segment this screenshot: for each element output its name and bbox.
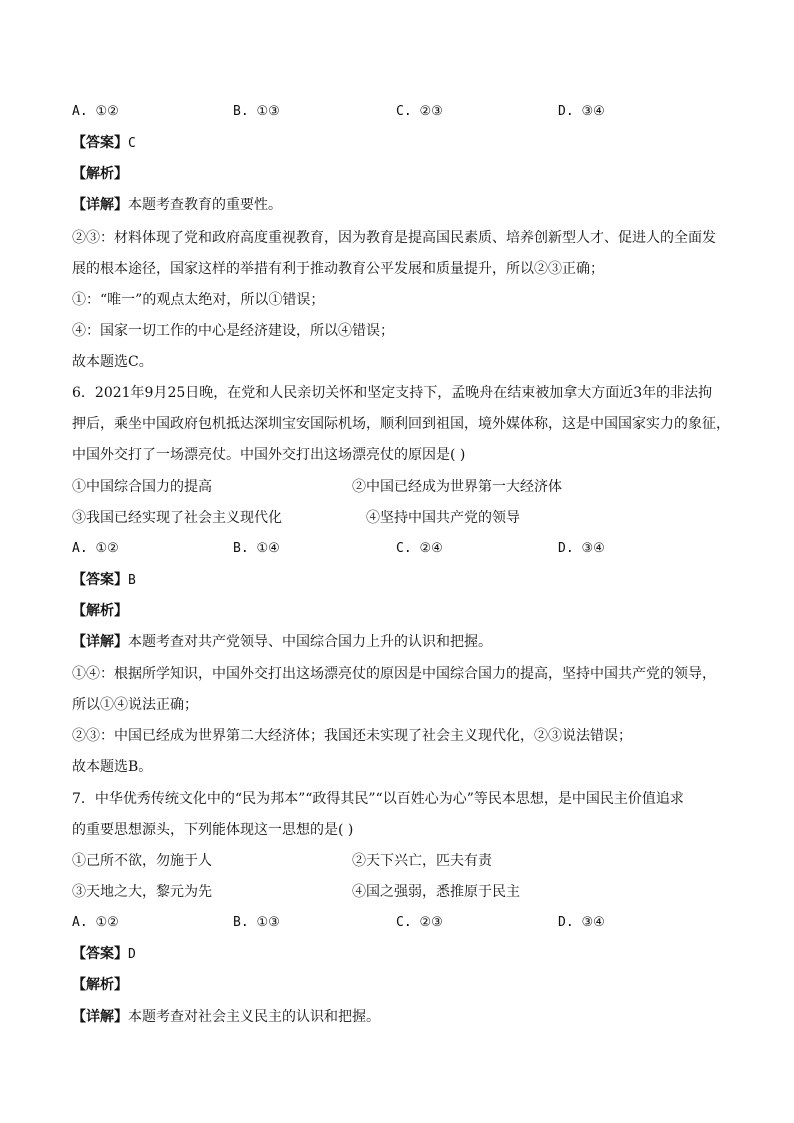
q6-stem-3: 中国外交打了一场漂亮仗。中国外交打出这场漂亮仗的原因是( )	[72, 447, 466, 463]
q7-choice-1: ①己所不欲，勿施于人	[72, 853, 212, 869]
option-d: D. ③④	[558, 541, 605, 556]
q6-line-1: ①④：根据所学知识，中国外交打出这场漂亮仗的原因是中国综合国力的提高，坚持中国共产党的领导，	[72, 666, 716, 682]
answer-value: B	[128, 573, 136, 588]
q6-choice-3: ③我国已经实现了社会主义现代化	[72, 510, 282, 526]
q6-choice-2: ②中国已经成为世界第一大经济体	[352, 479, 562, 495]
option-d: D. ③④	[558, 104, 605, 119]
q7-choice-3: ③天地之大，黎元为先	[72, 884, 212, 900]
detail-tag: 【详解】	[72, 1009, 128, 1025]
answer-value: D	[128, 947, 136, 962]
option-d: D. ③④	[558, 915, 605, 930]
option-b: B. ①③	[233, 915, 280, 930]
q5-line-1: ②③：材料体现了党和政府高度重视教育，因为教育是提高国民素质、培养创新型人才、促进人的全面发	[72, 230, 716, 246]
answer-tag: 【答案】	[72, 946, 128, 962]
option-b: B. ①③	[233, 104, 280, 119]
q5-line-3: ①：“唯一”的观点太绝对，所以①错误；	[72, 292, 325, 308]
option-c: C. ②④	[396, 541, 443, 556]
q5-analysis-heading: 【解析】	[72, 166, 128, 182]
q5-answer	[72, 133, 136, 153]
detail-text: 本题考查对共产党领导、中国综合国力上升的认识和把握。	[128, 634, 492, 650]
detail-text: 本题考查教育的重要性。	[128, 197, 282, 213]
answer-tag: 【答案】	[72, 135, 128, 151]
detail-tag: 【详解】	[72, 197, 128, 213]
q7-answer	[72, 944, 136, 964]
q6-line-4: 故本题选B。	[72, 759, 153, 775]
q6-stem-1: 6．2021年9月25日晚，在党和人民亲切关怀和坚定支持下，孟晚舟在结束被加拿大方面近3年的非法拘	[72, 385, 713, 401]
answer-value: C	[128, 136, 136, 151]
q7-choice-2: ②天下兴亡，匹夫有责	[352, 853, 492, 869]
option-b: B. ①④	[233, 541, 280, 556]
q7-stem-1: 7．中华优秀传统文化中的“民为邦本”“政得其民”“以百姓心为心”等民本思想，是中国民主价值追求	[72, 791, 684, 807]
q5-detail	[72, 195, 282, 215]
q7-analysis-heading: 【解析】	[72, 977, 128, 993]
q7-choice-4: ④国之强弱，悉推原于民主	[352, 884, 520, 900]
q6-answer	[72, 570, 136, 590]
answer-tag: 【答案】	[72, 572, 128, 588]
q6-line-3: ②③：中国已经成为世界第二大经济体；我国还未实现了社会主义现代化，②③说法错误；	[72, 728, 632, 744]
q5-line-4: ④：国家一切工作的中心是经济建设，所以④错误；	[72, 323, 394, 339]
q6-detail	[72, 632, 492, 652]
q7-detail	[72, 1007, 380, 1027]
detail-text: 本题考查对社会主义民主的认识和把握。	[128, 1009, 380, 1025]
q6-choice-4: ④坚持中国共产党的领导	[366, 510, 520, 526]
q6-choice-1: ①中国综合国力的提高	[72, 479, 212, 495]
q7-stem-2: 的重要思想源头，下列能体现这一思想的是( )	[72, 822, 354, 838]
q5-line-2: 展的根本途径，国家这样的举措有利于推动教育公平发展和质量提升，所以②③正确；	[72, 261, 604, 277]
q6-stem-2: 押后，乘坐中国政府包机抵达深圳宝安国际机场，顺利回到祖国，境外媒体称，这是中国国家实力的象征，	[72, 416, 730, 432]
q5-line-5: 故本题选C。	[72, 354, 153, 370]
option-c: C. ②③	[396, 915, 443, 930]
option-a: A. ①②	[72, 915, 119, 930]
detail-tag: 【详解】	[72, 634, 128, 650]
option-c: C. ②③	[396, 104, 443, 119]
option-a: A. ①②	[72, 541, 119, 556]
option-a: A. ①②	[72, 104, 119, 119]
q6-analysis-heading: 【解析】	[72, 603, 128, 619]
q6-line-2: 所以①④说法正确；	[72, 697, 198, 713]
